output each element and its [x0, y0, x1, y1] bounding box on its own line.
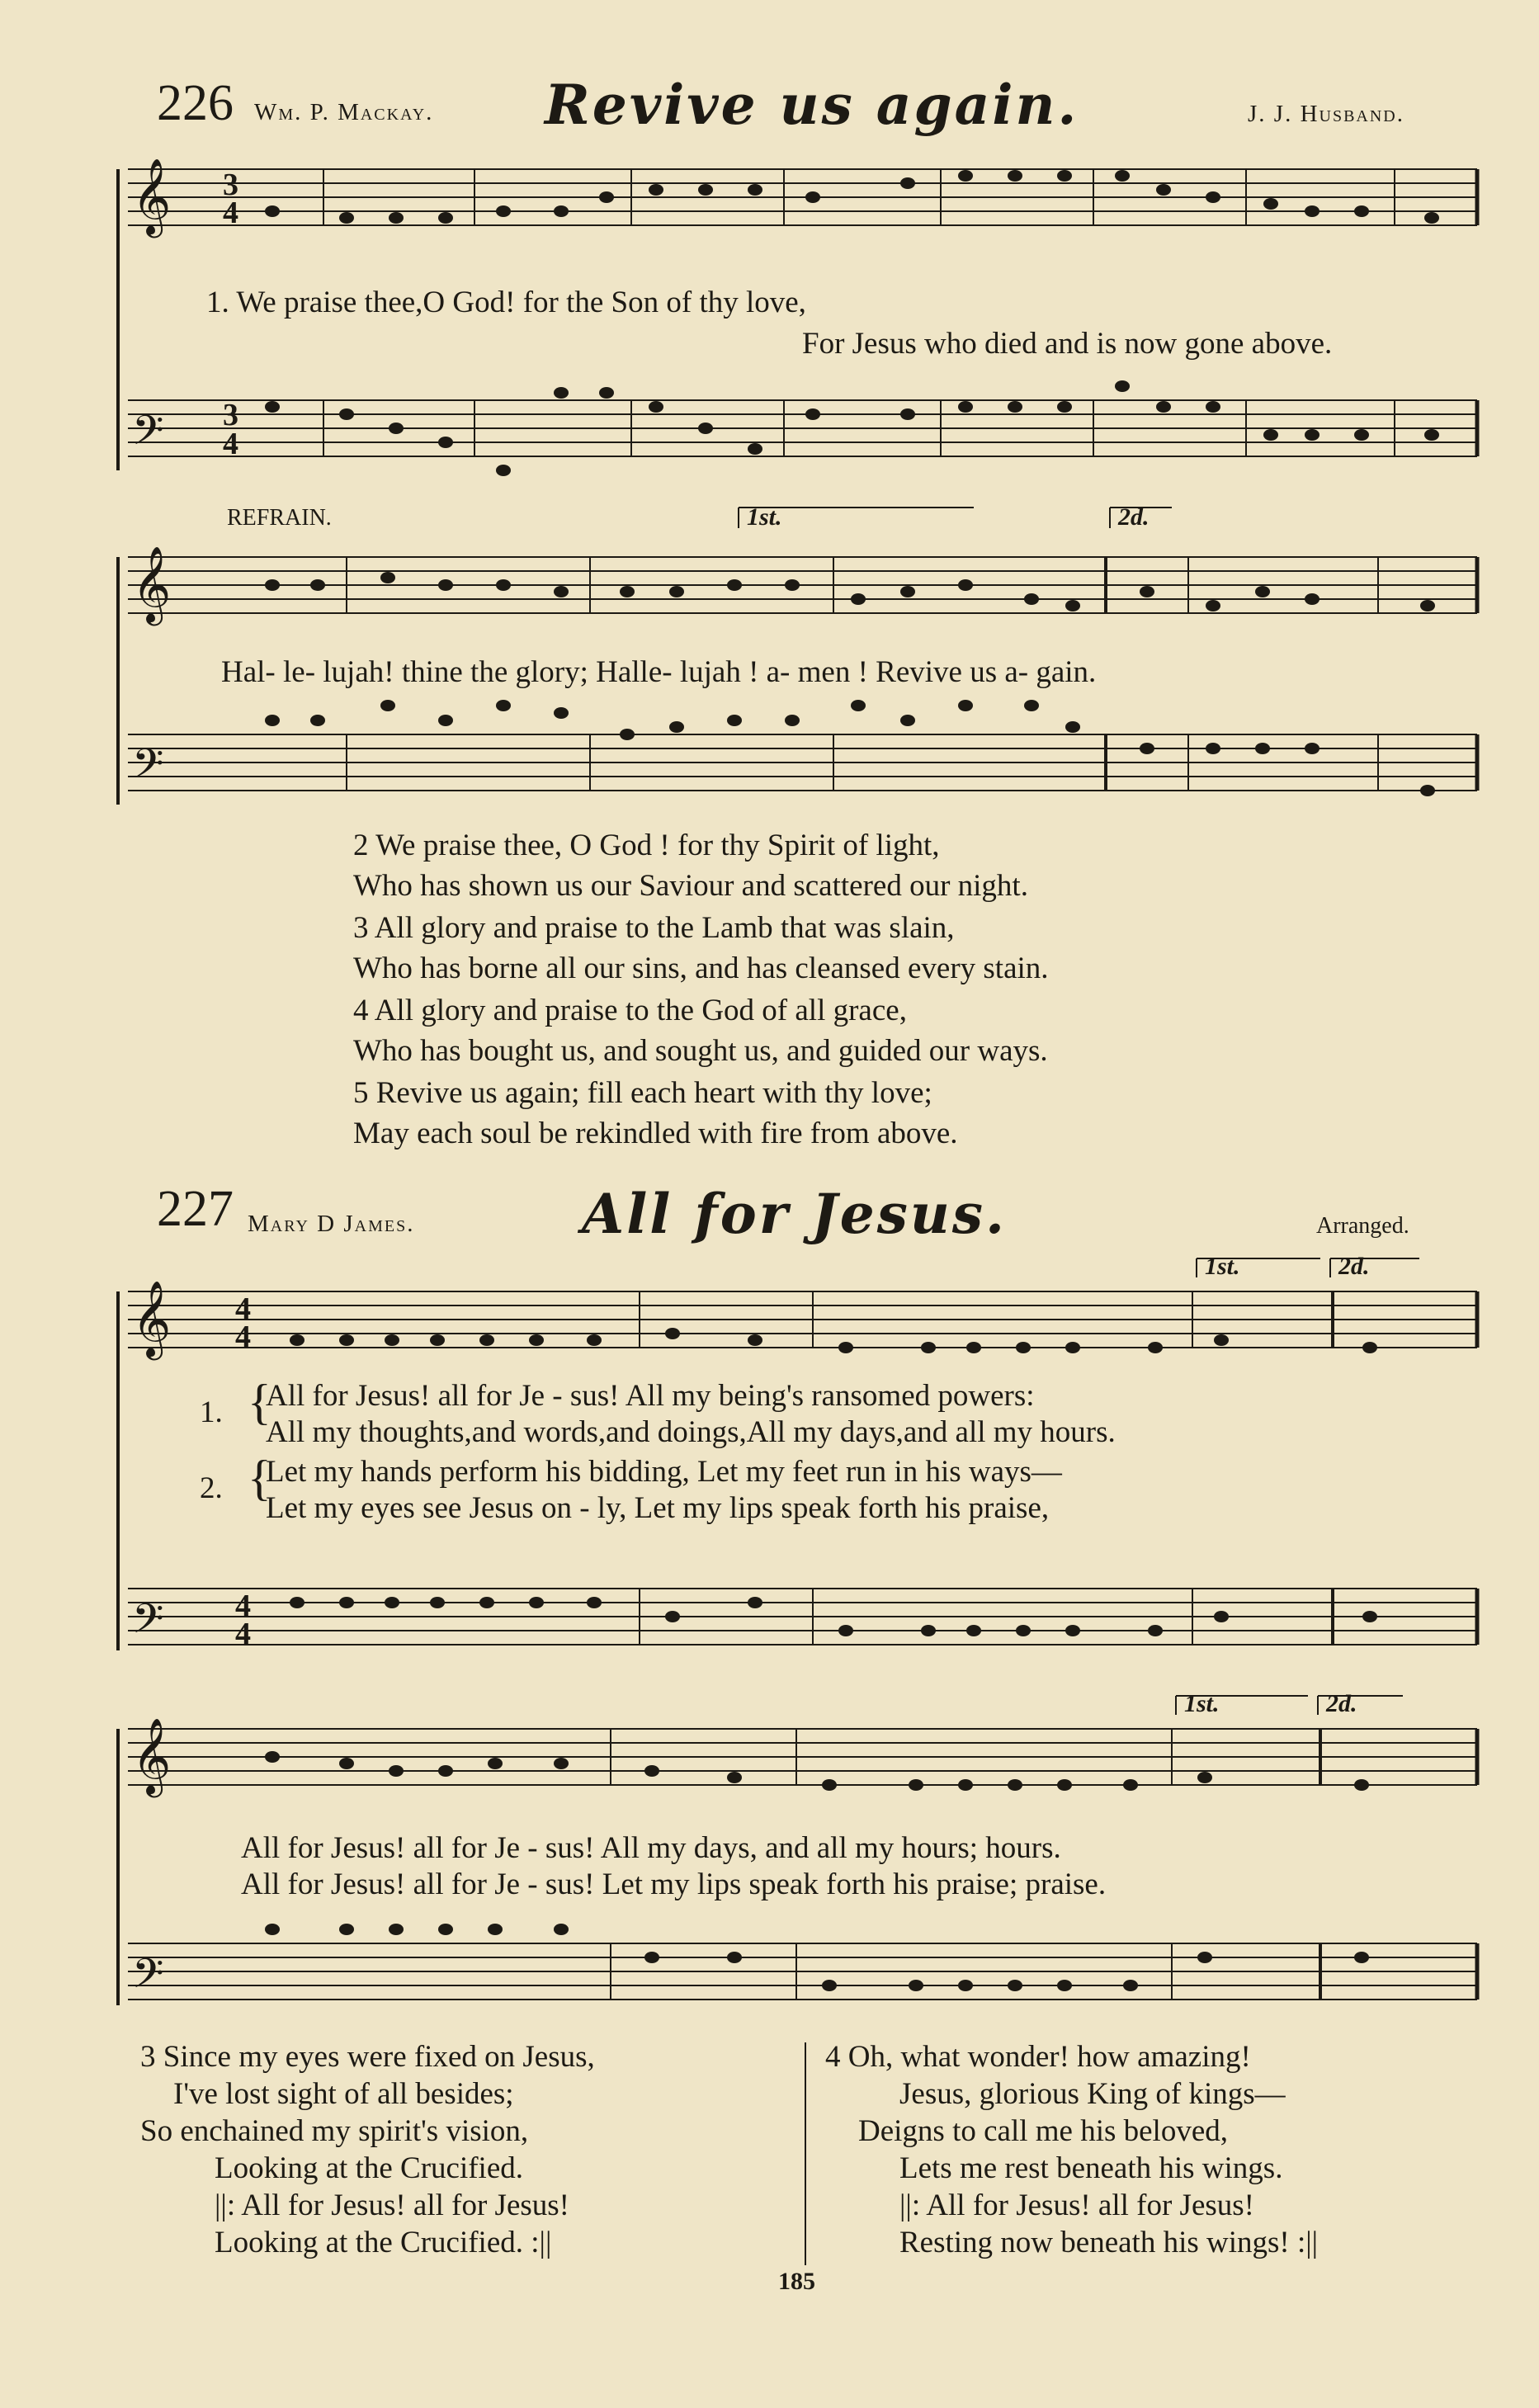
stanza-4-line-1: 4 All glory and praise to the God of all grace, — [353, 994, 907, 1027]
hymn-227-chorus-ending-2: 2d. — [1326, 1690, 1357, 1717]
hymn-227-ending-2: 2d. — [1338, 1253, 1370, 1280]
hymn-227-arranger: Arranged. — [1316, 1213, 1409, 1239]
svg-text:3: 3 — [223, 168, 238, 202]
hymn-227-chorus-ending-1: 1st. — [1184, 1690, 1220, 1717]
stanza-5-line-2: May each soul be rekindled with fire from above. — [353, 1117, 958, 1150]
stanza4-line-6: Resting now beneath his wings! :|| — [899, 2226, 1319, 2259]
svg-text:4: 4 — [235, 1589, 251, 1623]
hymn-227-chorus-line-a: All for Jesus! all for Je - sus! All my days, and all my hours; hours. — [241, 1831, 1061, 1865]
hymn-227-stanza-4 — [825, 2038, 1318, 2261]
svg-text:𝄢: 𝄢 — [132, 1950, 164, 2008]
svg-text:4: 4 — [235, 1291, 251, 1326]
brace-v1: { — [248, 1375, 271, 1429]
hymn-227-stanza-3 — [140, 2038, 595, 2261]
hymn-227-chorus-line-b: All for Jesus! all for Je - sus! Let my lips speak forth his praise; praise. — [241, 1867, 1107, 1901]
hymn-226-verse1-line1: 1. We praise thee,O God! for the Son of thy love, — [206, 286, 806, 319]
hymn-226-verse1-line2: For Jesus who died and is now gone above. — [802, 327, 1333, 361]
svg-text:4: 4 — [235, 1617, 251, 1651]
hymn-227-v1-line-b: All my thoughts,and words,and doings,All my days,and all my hours. — [266, 1415, 1116, 1449]
svg-text:4: 4 — [235, 1320, 251, 1354]
stanza4-line-3: Deigns to call me his beloved, — [858, 2114, 1229, 2148]
stanza3-line-3: So enchained my spirit's vision, — [140, 2114, 529, 2148]
svg-text:𝄞: 𝄞 — [132, 1717, 172, 1794]
svg-text:3: 3 — [223, 398, 238, 432]
stanza4-line-1: 4 Oh, what wonder! how amazing! — [825, 2040, 1251, 2074]
hymn-226-number: 226 — [157, 75, 234, 131]
hymn-227-v1-mark: 1. — [200, 1395, 223, 1429]
hymn-226-author: Wm. P. Mackay. — [254, 99, 434, 125]
svg-text:𝄞: 𝄞 — [132, 1280, 172, 1357]
hymn-226-composer: J. J. Husband. — [1248, 101, 1405, 127]
hymn-227-v2-mark: 2. — [200, 1471, 223, 1505]
hymn-227-v2-line-b: Let my eyes see Jesus on - ly, Let my lips speak forth his praise, — [266, 1491, 1050, 1525]
brace-v2: { — [248, 1451, 271, 1505]
stanza-2-line-2: Who has shown us our Saviour and scattered our night. — [353, 869, 1028, 903]
stanza-3-line-1: 3 All glory and praise to the Lamb that was slain, — [353, 911, 955, 945]
stanza3-line-1: 3 Since my eyes were fixed on Jesus, — [140, 2040, 595, 2074]
hymn-226-ending-1: 1st. — [747, 503, 782, 531]
hymn-227-number: 227 — [157, 1181, 234, 1237]
svg-text:𝄞: 𝄞 — [132, 545, 172, 622]
page-number: 185 — [778, 2268, 815, 2295]
stanza-5-line-1: 5 Revive us again; fill each heart with thy love; — [353, 1076, 932, 1110]
stanza3-line-4: Looking at the Crucified. — [215, 2151, 524, 2185]
hymn-227-v1-line-a: All for Jesus! all for Je - sus! All my being's ransomed powers: — [266, 1379, 1035, 1413]
svg-text:𝄢: 𝄢 — [132, 407, 164, 465]
hymn-227-ending-1: 1st. — [1205, 1253, 1240, 1280]
hymn-227-v2-line-a: Let my hands perform his bidding, Let my feet run in his ways— — [266, 1455, 1062, 1489]
stanza3-line-6: Looking at the Crucified. :|| — [215, 2226, 552, 2259]
stanza-divider — [805, 2042, 806, 2265]
svg-text:𝄢: 𝄢 — [132, 1595, 164, 1653]
svg-text:4: 4 — [223, 427, 238, 461]
hymn-226-ending-2: 2d. — [1118, 503, 1150, 531]
hymn-226-title: Revive us again. — [545, 73, 1079, 137]
stanza4-line-4: Lets me rest beneath his wings. — [899, 2151, 1283, 2185]
stanza3-line-5: ||: All for Jesus! all for Jesus! — [215, 2188, 569, 2222]
svg-text:4: 4 — [223, 196, 238, 230]
hymn-227-author: Mary D James. — [248, 1211, 415, 1237]
svg-text:𝄞: 𝄞 — [132, 158, 172, 234]
stanza-2-line-1: 2 We praise thee, O God ! for thy Spirit of light, — [353, 829, 940, 862]
hymn-226-refrain-label: REFRAIN. — [227, 505, 332, 531]
stanza-4-line-2: Who has bought us, and sought us, and guided our ways. — [353, 1034, 1048, 1068]
stanza-3-line-2: Who has borne all our sins, and has cleansed every stain. — [353, 951, 1049, 985]
stanza4-line-2: Jesus, glorious King of kings— — [899, 2077, 1286, 2111]
stanza4-line-5: ||: All for Jesus! all for Jesus! — [899, 2188, 1254, 2222]
stanza3-line-2: I've lost sight of all besides; — [173, 2077, 514, 2111]
hymn-226-refrain-lyric: Hal- le- lujah! thine the glory; Halle- lujah ! a- men ! Revive us a- gain. — [221, 655, 1097, 689]
svg-text:𝄢: 𝄢 — [132, 740, 164, 798]
hymn-227-title: All for Jesus. — [582, 1182, 1007, 1246]
